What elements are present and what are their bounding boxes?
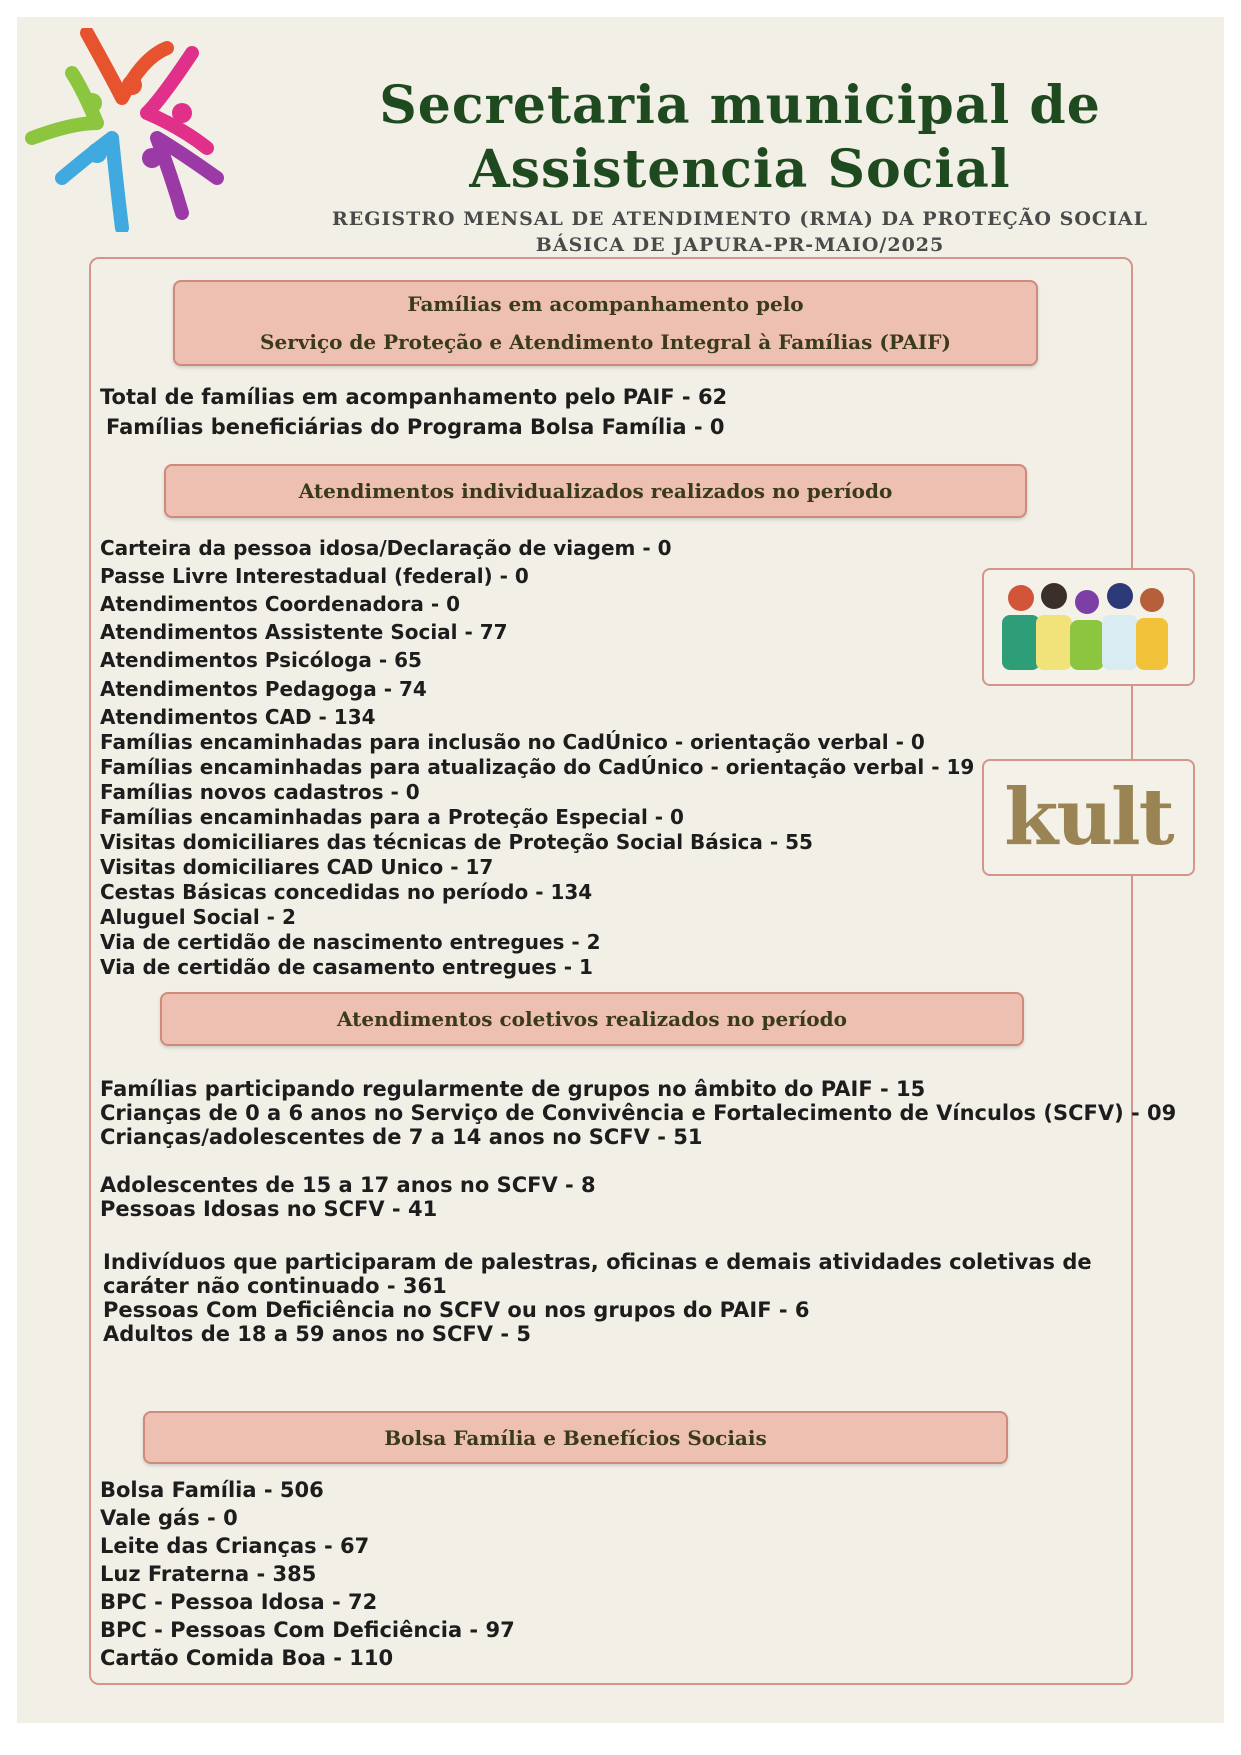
list-item: BPC - Pessoa Idosa - 72 [100, 1590, 378, 1614]
list-item: Famílias novos cadastros - 0 [100, 780, 420, 804]
list-item: Atendimentos CAD - 134 [100, 705, 376, 729]
list-item: Famílias encaminhadas para atualização do CadÚnico - orientação verbal - 19 [100, 755, 975, 779]
list-item: Visitas domiciliares das técnicas de Proteção Social Básica - 55 [100, 830, 813, 854]
title-line-1: Secretaria municipal de [379, 75, 1101, 136]
list-item: Leite das Crianças - 67 [100, 1534, 370, 1558]
kult-logo [982, 759, 1195, 876]
people-star-logo-icon [22, 28, 226, 232]
list-item: Carteira da pessoa idosa/Declaração de viagem - 0 [100, 536, 672, 560]
kult-logo-text: kult [1004, 772, 1173, 863]
list-item: Bolsa Família - 506 [100, 1478, 324, 1502]
list-item: caráter não continuado - 361 [103, 1274, 447, 1298]
benefits-heading: Bolsa Família e Benefícios Sociais [384, 1425, 767, 1450]
list-item: Famílias participando regularmente de grupos no âmbito do PAIF - 15 [100, 1077, 926, 1101]
list-item: Famílias encaminhadas para inclusão no CadÚnico - orientação verbal - 0 [100, 730, 925, 754]
list-item: Adultos de 18 a 59 anos no SCFV - 5 [103, 1322, 531, 1346]
list-item: Vale gás - 0 [100, 1506, 238, 1530]
people-group-image [982, 568, 1195, 686]
list-item: Cestas Básicas concedidas no período - 134 [100, 880, 593, 904]
list-item: Aluguel Social - 2 [100, 905, 296, 929]
list-item: Atendimentos Pedagoga - 74 [100, 677, 427, 701]
paif-heading-line-1: Famílias em acompanhamento pelo [407, 292, 804, 316]
title-line-2: Assistencia Social [469, 139, 1011, 200]
people-group-icon [984, 570, 1193, 684]
section-header-collective [160, 992, 1024, 1046]
list-item: Atendimentos Coordenadora - 0 [100, 592, 461, 616]
subtitle-line-1: REGISTRO MENSAL DE ATENDIMENTO (RMA) DA PROTEÇÃO SOCIAL [332, 208, 1148, 230]
list-item: Atendimentos Psicóloga - 65 [100, 648, 422, 672]
list-item: Crianças/adolescentes de 7 a 14 anos no SCFV - 51 [100, 1125, 703, 1149]
paif-item: Total de famílias em acompanhamento pelo PAIF - 62 [100, 385, 728, 409]
list-item: Cartão Comida Boa - 110 [100, 1646, 394, 1670]
list-item: Via de certidão de casamento entregues - 1 [100, 955, 593, 979]
list-item: Passe Livre Interestadual (federal) - 0 [100, 564, 529, 588]
list-item: Via de certidão de nascimento entregues - 2 [100, 930, 601, 954]
list-item: Indivíduos que participaram de palestras, oficinas e demais atividades coletivas de [103, 1250, 1092, 1274]
list-item: Pessoas Com Deficiência no SCFV ou nos grupos do PAIF - 6 [103, 1298, 810, 1322]
individual-heading: Atendimentos individualizados realizados no período [298, 479, 893, 503]
list-item: Adolescentes de 15 a 17 anos no SCFV - 8 [100, 1173, 596, 1197]
list-item: Atendimentos Assistente Social - 77 [100, 620, 508, 644]
list-item: Pessoas Idosas no SCFV - 41 [100, 1197, 438, 1221]
subtitle-line-2: BÁSICA DE JAPURA-PR-MAIO/2025 [535, 234, 945, 256]
section-header-individual [164, 464, 1027, 518]
list-item: Visitas domiciliares CAD Unico - 17 [100, 855, 494, 879]
collective-heading: Atendimentos coletivos realizados no período [337, 1007, 847, 1031]
list-item: Luz Fraterna - 385 [100, 1562, 317, 1586]
section-header-benefits [143, 1411, 1008, 1464]
paif-heading-line-2: Serviço de Proteção e Atendimento Integral à Famílias (PAIF) [260, 330, 951, 354]
list-item: BPC - Pessoas Com Deficiência - 97 [100, 1618, 515, 1642]
section-header-paif [173, 280, 1038, 366]
list-item: Crianças de 0 a 6 anos no Serviço de Convivência e Fortalecimento de Vínculos (SCFV) - 09 [100, 1101, 1177, 1125]
paif-item: Famílias beneficiárias do Programa Bolsa Família - 0 [106, 415, 725, 439]
list-item: Famílias encaminhadas para a Proteção Especial - 0 [100, 805, 684, 829]
